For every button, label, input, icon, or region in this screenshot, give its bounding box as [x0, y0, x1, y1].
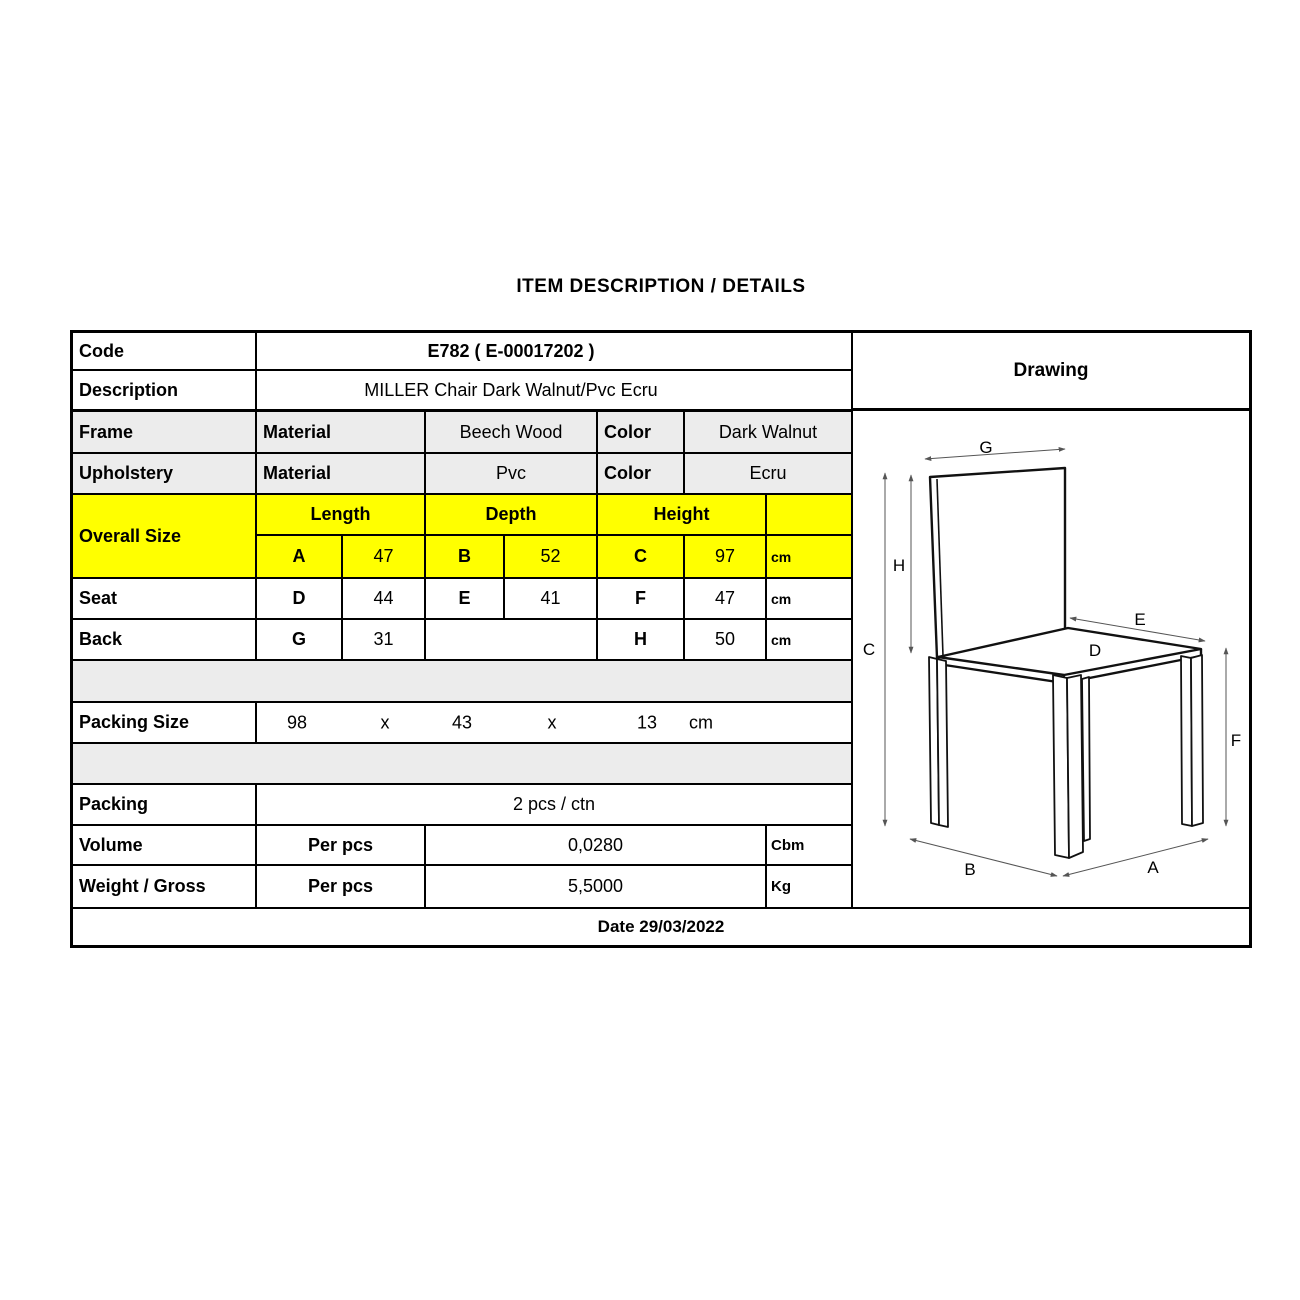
chair-shape: [930, 468, 1201, 683]
drawing-panel: [853, 333, 1249, 907]
upholstery-color-value: Ecru: [749, 463, 787, 483]
overall-dim-b-value: 52: [505, 536, 598, 577]
packing-size-v3: 13: [636, 712, 658, 732]
back-dim-h-key: H: [598, 620, 685, 659]
frame-color-label: Color: [598, 412, 685, 452]
seat-row: [73, 579, 851, 620]
seat-dim-e-key: E: [426, 579, 505, 618]
packing-size-row: [73, 703, 851, 744]
weight-label: Weight / Gross: [73, 866, 257, 907]
dim-label-d: D: [1088, 641, 1102, 660]
packing-value: 2 pcs / ctn: [512, 794, 596, 814]
dim-label-a: A: [1147, 858, 1159, 877]
packing-size-label: Packing Size: [73, 703, 257, 742]
seat-dim-f-key: F: [598, 579, 685, 618]
drawing-area: [853, 411, 1249, 907]
frame-color-value: Dark Walnut: [718, 421, 818, 442]
upholstery-color-label: Color: [598, 454, 685, 493]
volume-unit: Cbm: [771, 836, 805, 854]
seat-dim-d-key: D: [257, 579, 343, 618]
back-dim-g-key: G: [257, 620, 343, 659]
overall-dim-c-key: C: [598, 536, 685, 577]
packing-label: Packing: [73, 785, 257, 824]
frame-material-value: Beech Wood: [426, 412, 598, 452]
spacer-row-2: [73, 744, 851, 785]
chair-backrest: [930, 468, 1065, 658]
code-label: Code: [73, 333, 257, 369]
dim-label-f: F: [1230, 731, 1242, 750]
seat-label: Seat: [73, 579, 257, 618]
packing-size-v1: 98: [286, 712, 308, 732]
upholstery-row: [73, 454, 851, 495]
overall-dim-c-value: 97: [685, 536, 767, 577]
back-empty-cell: [426, 620, 598, 659]
frame-row: [73, 412, 851, 454]
volume-label: Volume: [73, 826, 257, 864]
overall-header-depth: Depth: [426, 495, 598, 534]
packing-size-unit: cm: [689, 712, 713, 732]
overall-dim-a-value: 47: [343, 536, 426, 577]
back-label: Back: [73, 620, 257, 659]
volume-value: 0,0280: [426, 826, 767, 864]
footer-date: Date 29/03/2022: [73, 907, 1249, 945]
dim-label-c: C: [862, 640, 876, 659]
overall-size-values: [257, 536, 851, 577]
code-value: E782 ( E-00017202 ): [427, 340, 595, 361]
upholstery-material-value: Pvc: [426, 454, 598, 493]
seat-dim-d-value: 44: [343, 579, 426, 618]
description-row: [73, 371, 851, 412]
packing-size-x1: x: [380, 712, 390, 732]
page-title: ITEM DESCRIPTION / DETAILS: [516, 276, 806, 297]
frame-label: Frame: [73, 412, 257, 452]
overall-size-grid: [257, 495, 851, 577]
dim-label-h: H: [892, 556, 906, 575]
back-dim-g-value: 31: [343, 620, 426, 659]
spacer-row-1: [73, 661, 851, 703]
weight-value: 5,5000: [426, 866, 767, 907]
back-row: [73, 620, 851, 661]
volume-row: [73, 826, 851, 866]
packing-size-values: [257, 703, 851, 742]
weight-unit: Kg: [771, 878, 791, 895]
back-dim-h-value: 50: [685, 620, 767, 659]
packing-size-v2: 43: [451, 712, 473, 732]
packing-size-x2: x: [547, 712, 557, 732]
volume-qty-label: Per pcs: [257, 826, 426, 864]
description-label: Description: [73, 371, 257, 409]
seat-unit: cm: [771, 590, 792, 607]
description-value: MILLER Chair Dark Walnut/Pvc Ecru: [364, 379, 658, 400]
seat-dim-e-value: 41: [505, 579, 598, 618]
overall-dim-b-key: B: [426, 536, 505, 577]
frame-material-label: Material: [257, 412, 426, 452]
overall-header-height: Height: [598, 495, 767, 534]
chair-leg-left-side-face: [937, 659, 948, 827]
spec-table: [70, 330, 1252, 948]
weight-row: [73, 866, 851, 907]
spec-table-left: [73, 333, 853, 907]
code-row: [73, 333, 851, 371]
packing-row: [73, 785, 851, 826]
weight-qty-label: Per pcs: [257, 866, 426, 907]
seat-dim-f-value: 47: [685, 579, 767, 618]
overall-unit: cm: [771, 548, 792, 565]
upholstery-label: Upholstery: [73, 454, 257, 493]
overall-size-row: [73, 495, 851, 579]
overall-header-length: Length: [257, 495, 426, 534]
overall-size-headers: [257, 495, 851, 536]
dim-label-e: E: [1134, 610, 1146, 629]
dim-label-b: B: [964, 860, 976, 879]
dim-label-g: G: [979, 438, 993, 457]
overall-header-unit-spacer: [767, 495, 851, 534]
chair-legs: [929, 655, 1203, 858]
chair-leg-front-right-face: [1067, 675, 1083, 858]
back-unit: cm: [771, 631, 792, 648]
chair-drawing: [853, 411, 1249, 907]
upholstery-material-label: Material: [257, 454, 426, 493]
overall-size-label: Overall Size: [73, 495, 257, 577]
chair-leg-right-side-face: [1191, 655, 1203, 826]
drawing-title: Drawing: [853, 333, 1249, 411]
overall-dim-a-key: A: [257, 536, 343, 577]
